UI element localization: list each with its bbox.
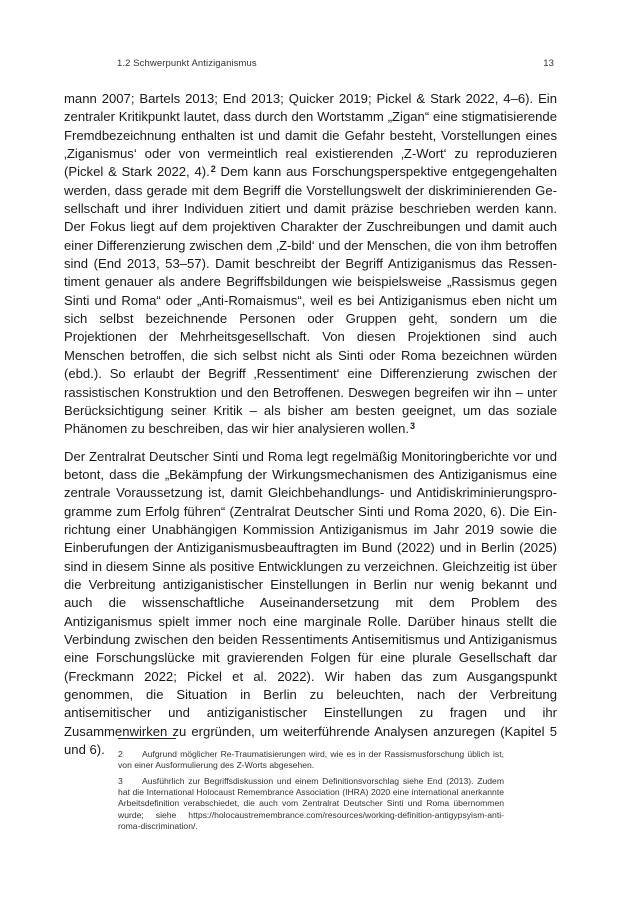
footnote-reference[interactable]: 3 <box>410 421 416 432</box>
running-header <box>117 58 554 69</box>
footnote-divider <box>118 738 176 739</box>
footnotes <box>118 749 504 836</box>
paragraph: Der Zentralrat Deutscher Sinti und Roma legt regelmäßig Monitoringberichte vor und betont, dass die „Bekämpfung der Wirkungsmechanismen des Antiziganismus eine zentrale Voraussetzung ist, damit Gleichbehandlungs- und Antidiskriminierungsprogramme zum Erfolg führen“ (Zentralrat Deutscher Sinti und Roma 2020, 6). Die Einrichtung einer Unabhängigen Kommission Antiziganismus im Jahr 2019 sowie die Einberufungen der Antiziganismusbeauftragten im Bund (2022) und in Berlin (2025) sind in diesem Sinne als positive Entwicklungen zu verzeichnen. Gleichzeitig ist über die Verbreitung antiziganistischer Einstellungen in Berlin nur wenig bekannt und auch die wissenschaftliche Auseinandersetzung mit dem Problem des Antiziganismus spielt immer noch eine marginale Rolle. Darüber hinaus stellt die Verbindung zwischen den beiden Ressentiments Antisemitismus und Antiziganismus eine Forschungslücke mit gravierenden Folgen für eine plurale Gesellschaft dar (Freckmann 2022; Pickel et al. 2022). Wir haben das zum Ausgangspunkt genommen, die Situation in Berlin zu beleuchten, nach der Verbreitung antisemitischer und antiziganistischer Einstellungen zu fragen und ihr Zusammenwirken zu ergründen, um weiterführende Analysen anzuregen (Kapitel 5 und 6). <box>64 448 557 758</box>
paragraph <box>64 90 557 439</box>
footnote-text: Ausführlich zur Begriffsdiskussion und einem Definitionsvorschlag siehe End (2013). Zudem hat die International Holocaust Remembrance Association (IHRA) 2020 eine international anerkannte Arbeitsdefinition verabschiedet, die auch vom Zentralrat Deutscher Sinti und Roma übernommen wurde; siehe https://holocaustremembrance.com/resources/working-definition-antigypsyism-anti-roma-discrimination/. <box>118 775 504 832</box>
paragraph-text: Dem kann aus Forschungsperspektive entgegengehalten werden, dass gerade mit dem Begriff die Vorstellungswelt der diskriminierenden Gesellschaft und ihrer Individuen zitiert und damit präzise beschrieben werden kann. Der Fokus liegt auf dem projektiven Charakter der Zuschreibungen und damit auch einer Differenzierung zwischen dem ‚Z-bild‘ und der Menschen, die von ihm betroffen sind (End 2013, 53–57). Damit beschreibt der Begriff Antiziganismus das Ressentiment genauer als andere Begriffsbildungen wie beispielsweise „Rassismus gegen Sinti und Roma“ oder „Anti-Romaismus“, weil es bei Antiziganismus eben nicht um sich selbst bezeichnende Personen oder Gruppen geht, sondern um die Projektionen der Mehrheitsgesellschaft. Von diesen Projektionen sind auch Menschen betroffen, die sich selbst nicht als Sinti oder Roma bezeichnen würden (ebd.). So erlaubt der Begriff ‚Ressentiment‘ eine Differenzierung zwischen der rassistischen Konstruktion und den Betroffenen. Deswegen begreifen wir ihn – unter Berücksichtigung seiner Kritik – als bisher am besten geeignet, um das soziale Phänomen zu beschreiben, das wir hier analysieren wollen. <box>64 164 557 437</box>
main-text <box>64 90 557 767</box>
footnote-number: 2 <box>118 749 123 759</box>
footnote <box>118 776 504 833</box>
footnote-number: 3 <box>118 775 123 786</box>
footnote <box>118 749 504 772</box>
footnote-text: Aufgrund möglicher Re-Traumatisierungen wird, wie es in der Rassismusforschung üblich ist, von einer Ausformulierung des Z-Worts abgesehen. <box>118 749 504 771</box>
paragraph-text: mann 2007; Bartels 2013; End 2013; Quicker 2019; Pickel & Stark 2022, 4–6). Ein zentraler Kritikpunkt lautet, dass durch den Wortstamm „Zigan“ eine stigmatisierende Fremdbezeichnung enthalten ist und damit die Gefahr besteht, Vorstellungen eines ‚Ziganismus‘ oder von vermeintlich real existierenden ‚Z-Wort‘ zu reproduzieren (Pickel & Stark 2022, 4). <box>64 91 557 180</box>
section-title: 1.2 Schwerpunkt Antiziganismus <box>117 58 257 69</box>
footnote-reference[interactable]: 2 <box>210 164 216 175</box>
page-number: 13 <box>543 58 554 69</box>
